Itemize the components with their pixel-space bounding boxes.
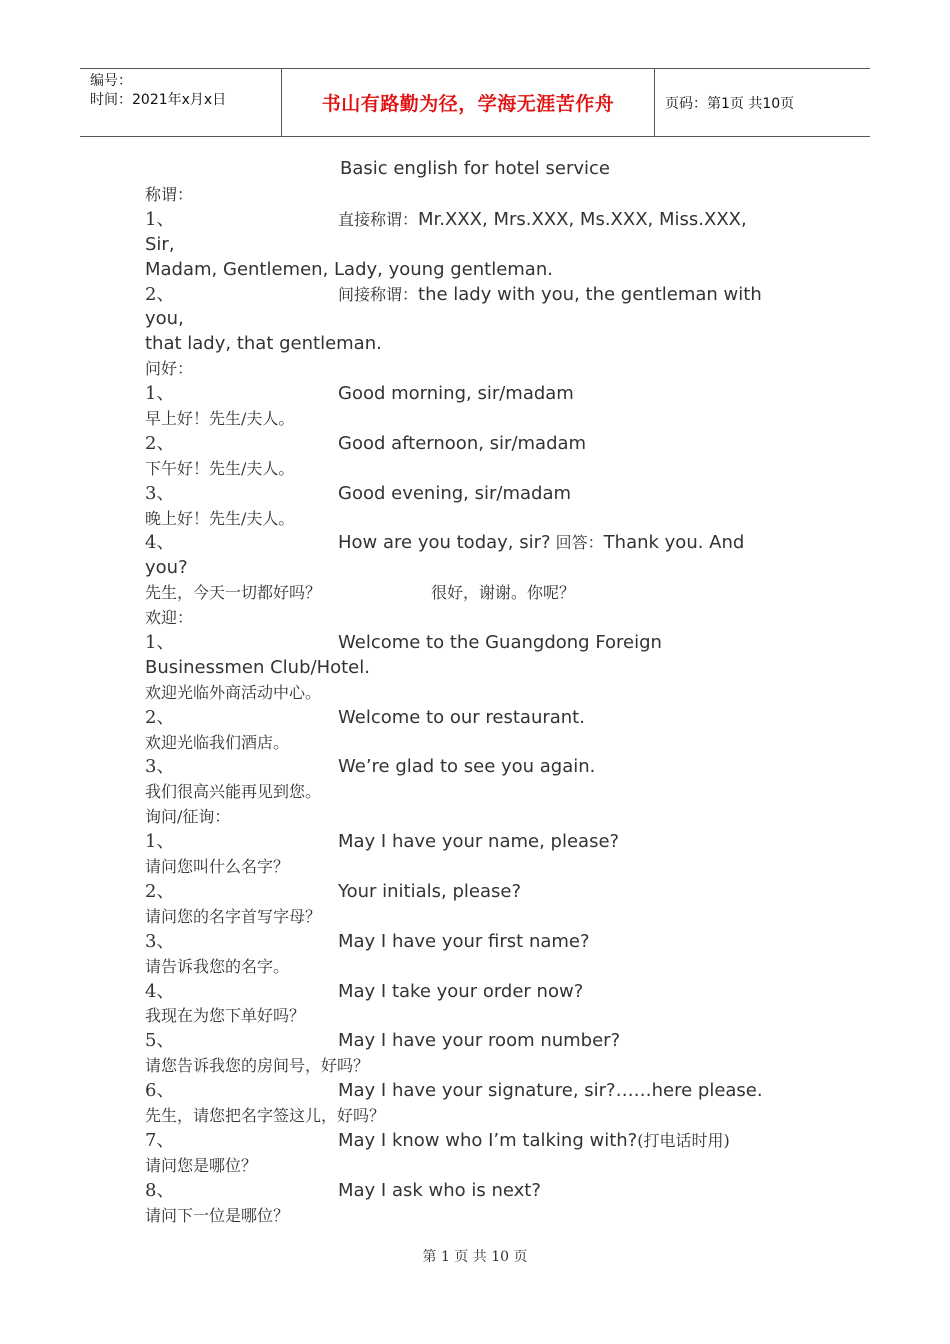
item-number: 3、: [145, 482, 175, 504]
item-number: 6、: [145, 1080, 175, 1102]
item-english: May I take your order now?: [338, 980, 584, 1002]
item-reply: Thank you. And: [603, 532, 745, 554]
item-chinese-question: 先生，今天一切都好吗？: [145, 583, 322, 603]
page-footer: 第 1 页 共 10 页: [422, 1249, 528, 1265]
item-chinese: 请告诉我您的名字。: [145, 956, 290, 976]
item-english: May I have your first name?: [338, 930, 590, 952]
list-item: [145, 1029, 805, 1054]
item-english: Good evening, sir/madam: [338, 482, 572, 504]
list-item: [145, 755, 805, 780]
list-item: [145, 531, 805, 556]
list-item: [145, 208, 805, 233]
item-number: 8、: [145, 1179, 175, 1201]
item-english: May I ask who is next?: [338, 1179, 541, 1201]
list-item: [145, 706, 805, 731]
item-number: 3、: [145, 930, 175, 952]
document-title: Basic english for hotel service: [339, 158, 611, 179]
document-body: [145, 183, 805, 1228]
item-number: 3、: [145, 756, 175, 778]
item-number: 4、: [145, 532, 175, 554]
item-number: 2、: [145, 706, 175, 728]
item-english: Welcome to the Guangdong Foreign: [338, 632, 662, 654]
item-english: Welcome to our restaurant.: [338, 706, 585, 728]
item-chinese: [145, 581, 805, 606]
item-english: May I have your room number?: [338, 1030, 621, 1052]
item-label: 间接称谓：: [338, 284, 419, 304]
item-continuation: Sir,: [145, 233, 175, 255]
item-number: 7、: [145, 1129, 175, 1151]
item-english: We’re glad to see you again.: [338, 756, 596, 778]
item-number: 1、: [145, 831, 175, 853]
item-chinese: 我现在为您下单好吗？: [145, 1006, 306, 1026]
item-chinese: 请问您是哪位？: [145, 1155, 258, 1175]
item-english: Good morning, sir/madam: [338, 383, 574, 405]
item-english: Good afternoon, sir/madam: [338, 432, 587, 454]
list-item: [145, 980, 805, 1005]
item-english: Your initials, please?: [338, 880, 522, 902]
list-item: [145, 880, 805, 905]
item-number: 1、: [145, 383, 175, 405]
list-item: [145, 432, 805, 457]
item-english: May I have your signature, sir?……here please.: [338, 1080, 763, 1102]
item-number: 2、: [145, 880, 175, 902]
item-chinese-answer: 很好，谢谢。你呢？: [431, 583, 576, 603]
list-item: [145, 283, 805, 308]
document-date: 时间：2021年x月x日: [90, 92, 227, 108]
header-motto: 书山有路勤为径，学海无涯苦作舟: [321, 93, 615, 115]
item-number: 1、: [145, 208, 175, 230]
document-number-label: 编号：: [90, 73, 132, 89]
section-heading: 欢迎：: [145, 608, 194, 628]
item-continuation: that lady, that gentleman.: [145, 333, 382, 355]
list-item: [145, 1129, 805, 1154]
item-continuation: Businessmen Club/Hotel.: [145, 656, 370, 678]
item-chinese: 请问您叫什么名字？: [145, 857, 290, 877]
item-chinese: 欢迎光临我们酒店。: [145, 732, 290, 752]
list-item: [145, 830, 805, 855]
section-heading: 称谓：: [145, 185, 194, 204]
item-chinese: 晚上好！先生/夫人。: [145, 508, 295, 528]
document-header: [80, 68, 870, 137]
item-chinese: 请问您的名字首写字母？: [145, 906, 322, 926]
item-number: 1、: [145, 632, 175, 654]
item-chinese: 先生，请您把名字签这儿，好吗？: [145, 1105, 386, 1125]
item-chinese: 我们很高兴能再见到您。: [145, 782, 322, 802]
item-continuation: you,: [145, 308, 184, 330]
section-heading: 询问/征询：: [145, 807, 231, 827]
item-continuation: Madam, Gentlemen, Lady, young gentleman.: [145, 258, 553, 280]
list-item: [145, 631, 805, 656]
item-chinese: 请问下一位是哪位？: [145, 1205, 290, 1225]
list-item: [145, 382, 805, 407]
item-number: 5、: [145, 1030, 175, 1052]
item-reply-label: 回答：: [550, 533, 604, 553]
item-english: May I know who I’m talking with?: [338, 1129, 638, 1151]
header-page-info: 页码：第1页 共10页: [665, 96, 795, 112]
header-divider: [654, 69, 655, 136]
item-continuation: you?: [145, 557, 188, 579]
item-english: May I have your name, please?: [338, 831, 620, 853]
item-number: 2、: [145, 283, 175, 305]
header-meta: [90, 72, 226, 110]
item-text: Mr.XXX, Mrs.XXX, Ms.XXX, Miss.XXX,: [418, 208, 747, 230]
list-item: [145, 1179, 805, 1204]
list-item: [145, 930, 805, 955]
list-item: [145, 1079, 805, 1104]
item-chinese: 请您告诉我您的房间号，好吗？: [145, 1056, 370, 1076]
item-label: 直接称谓：: [338, 209, 419, 229]
item-number: 2、: [145, 432, 175, 454]
item-number: 4、: [145, 980, 175, 1002]
item-chinese: 早上好！先生/夫人。: [145, 409, 295, 429]
list-item: [145, 482, 805, 507]
item-english: How are you today, sir?: [338, 532, 551, 554]
item-note: (打电话时用): [637, 1130, 730, 1150]
item-text: the lady with you, the gentleman with: [418, 283, 762, 305]
section-heading: 问好：: [145, 359, 194, 379]
item-chinese: 下午好！先生/夫人。: [145, 458, 295, 478]
item-chinese: 欢迎光临外商活动中心。: [145, 682, 322, 702]
